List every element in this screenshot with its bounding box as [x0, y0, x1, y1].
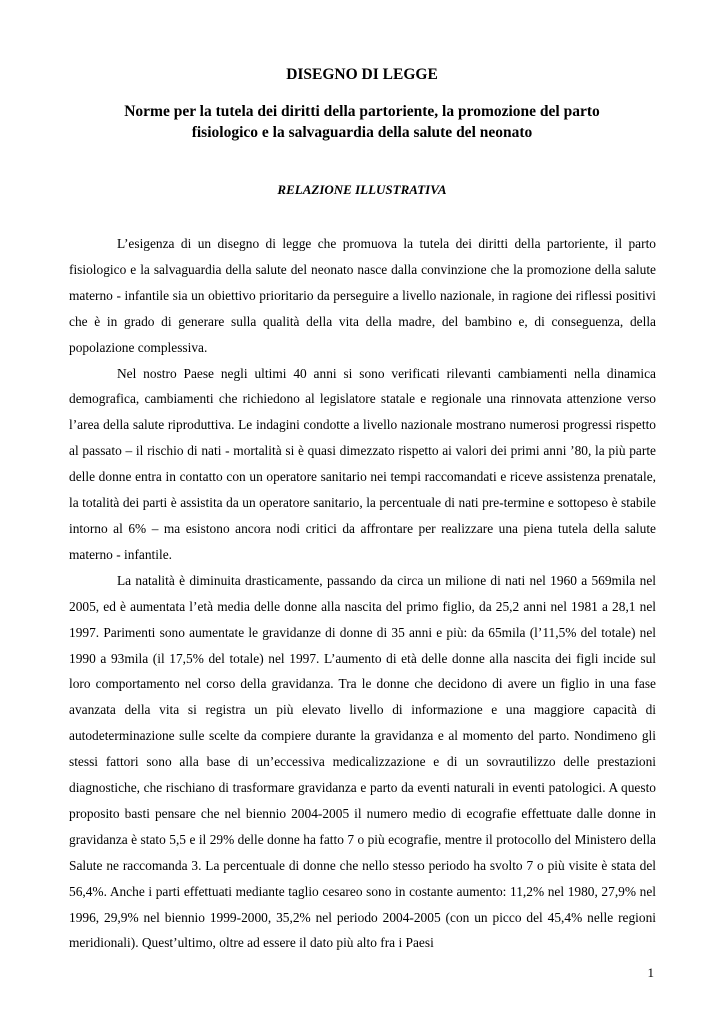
paragraph-3: La natalità è diminuita drasticamente, passando da circa un milione di nati nel 1960 a 569mila nel 2005, ed è aumentata l’età media delle donne alla nascita del primo figlio, da 25,2 anni nel 1981 a 28,1 nel 1997. Parimenti sono aumentate le gravidanze di donne di 35 anni e più: da 65mila (l’11,5% del totale) nel 1990 a 93mila (il 17,5% del totale) nel 1997. L’aumento di età delle donne alla nascita dei figli incide sul loro comportamento nel corso della gravidanza. Tra le donne che decidono di avere un figlio in una fase avanzata della vita si registra un più elevato livello di informazione e una maggiore capacità di autodeterminazione sulle scelte da compiere durante la gravidanza e al momento del parto. Nondimeno gli stessi fattori sono alla base di un’eccessiva medicalizzazione e di un sovrautilizzo delle prestazioni diagnostiche, che rischiano di trasformare gravidanza e parto da eventi naturali in eventi patologici. A questo proposito basti pensare che nel biennio 2004-2005 il numero medio di ecografie effettuate dalle donne in gravidanza è stato 5,5 e il 29% delle donne ha fatto 7 o più ecografie, mentre il protocollo del Ministero della Salute ne raccomanda 3. La percentuale di donne che nello stesso periodo ha svolto 7 o più visite è stata del 56,4%. Anche i parti effettuati mediante taglio cesareo sono in costante aumento: 11,2% nel 1980, 27,9% nel 1996, 29,9% nel biennio 1999-2000, 35,2% nel periodo 2004-2005 (con un picco del 45,4% nelle regioni meridionali). Quest’ultimo, oltre ad essere il dato più alto fra i Paesi: [69, 572, 656, 951]
paragraph-1: L’esigenza di un disegno di legge che promuova la tutela dei diritti della partoriente, il parto fisiologico e la salvaguardia della salute del neonato nasce dalla convinzione che la promozione della salute materno - infantile sia un obiettivo prioritario da perseguire a livello nazionale, in ragione dei riflessi positivi che è in grado di generare sulla qualità della vita della madre, del bambino e, di conseguenza, della popolazione complessiva.: [69, 236, 656, 355]
paragraph-2: Nel nostro Paese negli ultimi 40 anni si sono verificati rilevanti cambiamenti nella dinamica demografica, cambiamenti che richiedono al legislatore statale e regionale una rinnovata attenzione verso l’area della salute riproduttiva. Le indagini condotte a livello nazionale mostrano numerosi progressi rispetto al passato – il rischio di nati - mortalità si è quasi dimezzato rispetto ai valori dei primi anni ’80, la più parte delle donne entra in contatto con un operatore sanitario nei tempi raccomandati e riceve assistenza prenatale, la totalità dei parti è assistita da un operatore sanitario, la percentuale di nati pre-termine e sottopeso è stabile intorno al 6% – ma esistono ancora nodi critici da affrontare per realizzare una piena tutela della salute materno - infantile.: [69, 365, 656, 562]
section-heading: RELAZIONE ILLUSTRATIVA: [277, 182, 447, 197]
body-text: [69, 231, 656, 956]
document-title: DISEGNO DI LEGGE: [286, 66, 438, 83]
page-number: 1: [647, 965, 654, 980]
document-subtitle: Norme per la tutela dei diritti della partoriente, la promozione del parto fisiologico e la salvaguardia della salute del neonato: [124, 103, 600, 141]
